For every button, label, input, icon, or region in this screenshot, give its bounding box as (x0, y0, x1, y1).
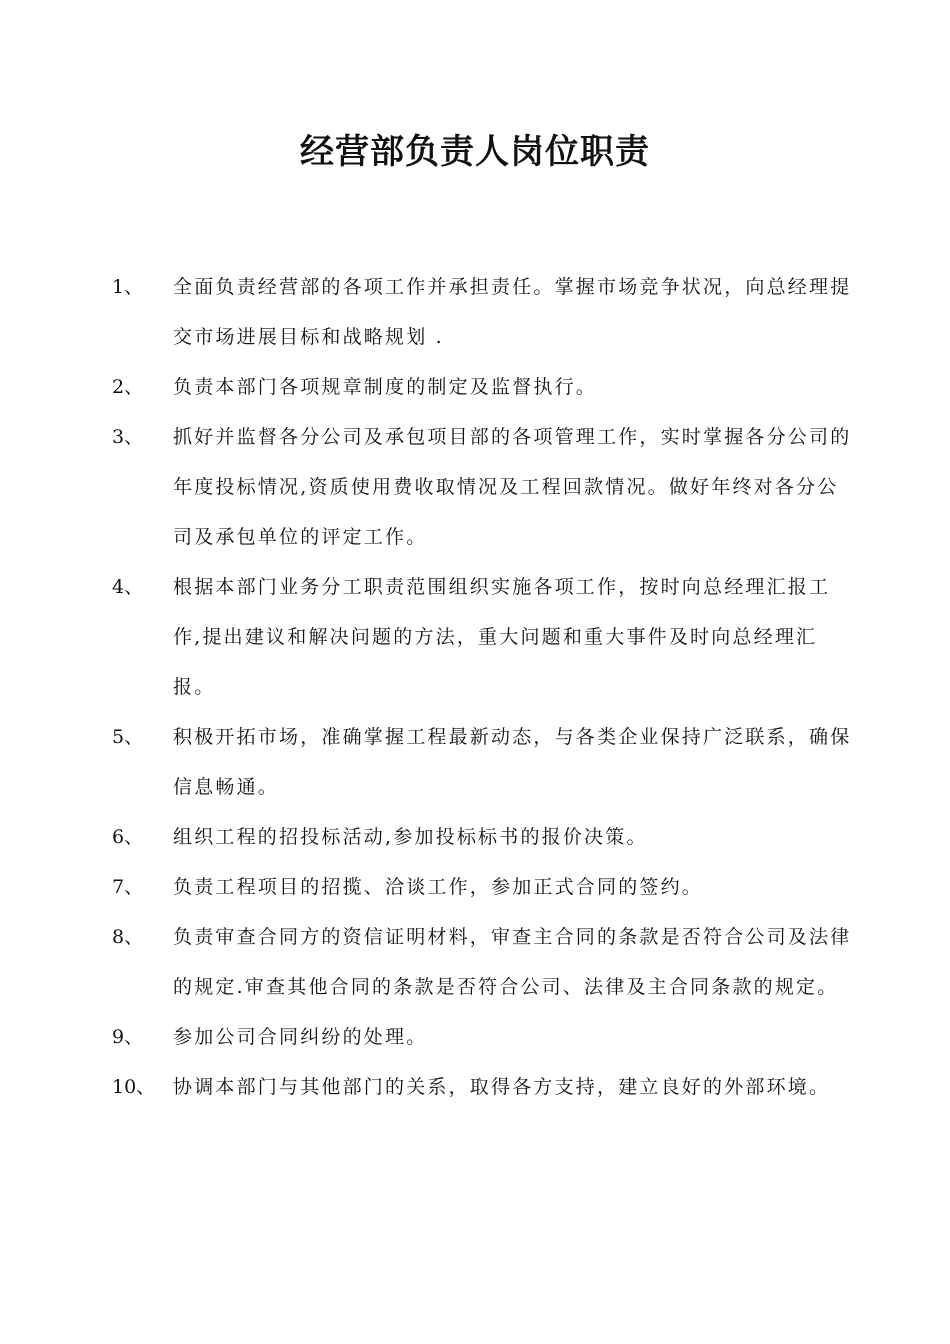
list-item (112, 812, 852, 862)
list-item (112, 712, 852, 812)
item-number: 1、 (112, 276, 144, 298)
item-text: 负责工程项目的招揽、洽谈工作，参加正式合同的签约。 (173, 876, 704, 898)
item-text: 根据本部门业务分工职责范围组织实施各项工作，按时向总经理汇报工作,提出建议和解决问题的方法，重大问题和重大事件及时向总经理汇报。 (173, 576, 831, 698)
item-text: 协调本部门与其他部门的关系，取得各方支持，建立良好的外部环境。 (173, 1076, 831, 1098)
item-text: 负责审查合同方的资信证明材料，审查主合同的条款是否符合公司及法律的规定.审查其他合同的条款是否符合公司、法律及主合同条款的规定。 (173, 926, 852, 998)
item-number: 6、 (112, 826, 144, 848)
item-number: 10、 (112, 1076, 156, 1098)
list-item (112, 262, 852, 362)
item-number: 5、 (112, 726, 144, 748)
list-item (112, 412, 852, 562)
page-title: 经营部负责人岗位职责 (300, 132, 650, 172)
item-number: 9、 (112, 1026, 144, 1048)
item-number: 7、 (112, 876, 144, 898)
item-text: 积极开拓市场，准确掌握工程最新动态，与各类企业保持广泛联系，确保信息畅通。 (173, 726, 852, 798)
item-text: 负责本部门各项规章制度的制定及监督执行。 (173, 376, 598, 398)
item-text: 全面负责经营部的各项工作并承担责任。掌握市场竞争状况，向总经理提交市场进展目标和战略规划 . (173, 276, 852, 348)
list-item (112, 562, 852, 712)
list-item (112, 1012, 852, 1062)
item-text: 组织工程的招投标活动,参加投标标书的报价决策。 (173, 826, 648, 848)
duty-list (112, 262, 852, 1112)
item-number: 3、 (112, 426, 144, 448)
list-item (112, 912, 852, 1012)
item-number: 8、 (112, 926, 144, 948)
list-item (112, 1062, 852, 1112)
list-item (112, 862, 852, 912)
item-number: 4、 (112, 576, 144, 598)
item-text: 参加公司合同纠纷的处理。 (173, 1026, 428, 1048)
list-item (112, 362, 852, 412)
item-number: 2、 (112, 376, 144, 398)
item-text: 抓好并监督各分公司及承包项目部的各项管理工作，实时掌握各分公司的年度投标情况,资质使用费收取情况及工程回款情况。做好年终对各分公司及承包单位的评定工作。 (173, 426, 852, 548)
